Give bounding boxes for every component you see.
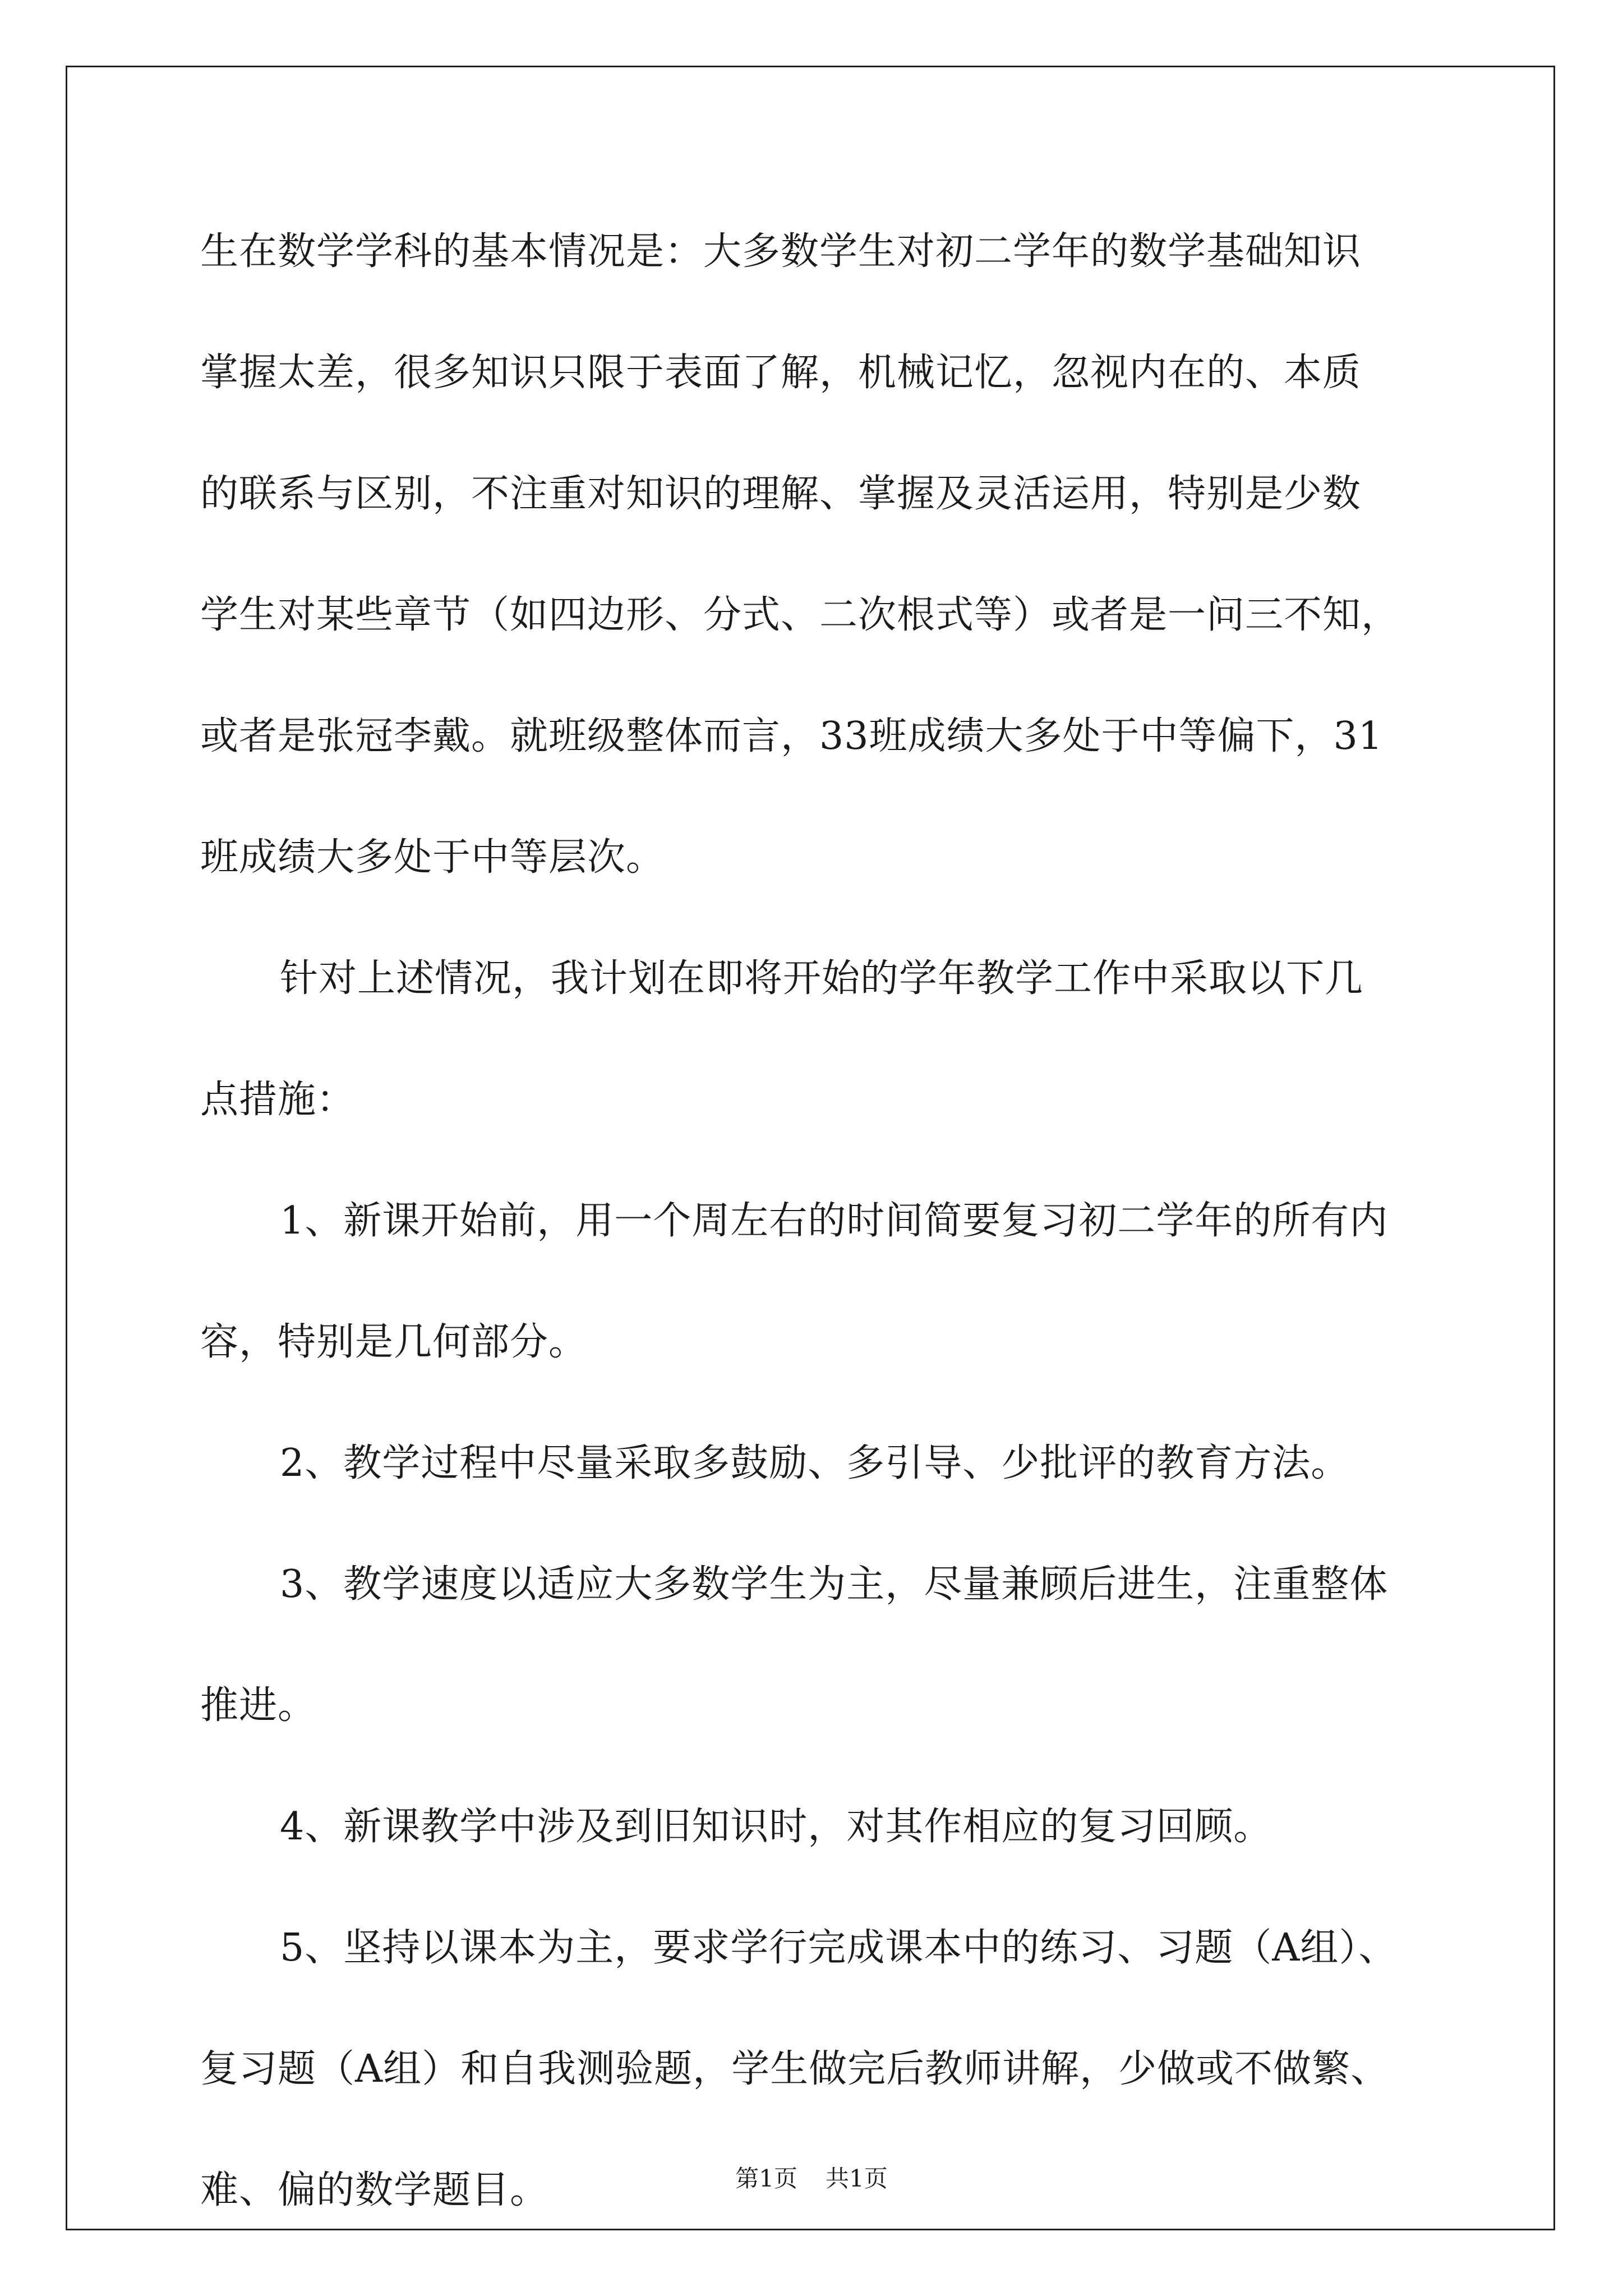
body-line: 容，特别是几何部分。 (200, 1320, 588, 1364)
body-line: 学生对某些章节（如四边形、分式、二次根式等）或者是一问三不知， (200, 593, 1400, 637)
body-line: 5、坚持以课本为主，要求学行完成课本中的练习、习题（A组）、 (280, 1926, 1398, 1970)
body-line: 难、偏的数学题目。 (200, 2168, 549, 2212)
body-line: 点措施： (200, 1078, 356, 1122)
body-line: 复习题（A组）和自我测验题，学生做完后教师讲解，少做或不做繁、 (200, 2047, 1390, 2091)
body-line: 4、新课教学中涉及到旧知识时，对其作相应的复习回顾。 (280, 1805, 1272, 1849)
body-line: 2、教学过程中尽量采取多鼓励、多引导、少批评的教育方法。 (280, 1441, 1350, 1485)
document-body (200, 210, 1434, 2270)
body-line: 掌握太差，很多知识只限于表面了解，机械记忆，忽视内在的、本质 (200, 351, 1362, 395)
body-line: 3、教学速度以适应大多数学生为主，尽量兼顾后进生，注重整体 (280, 1562, 1389, 1607)
body-line: 或者是张冠李戴。就班级整体而言，33班成绩大多处于中等偏下，31 (200, 714, 1384, 758)
page-footer (0, 2162, 1623, 2196)
body-line: 生在数学学科的基本情况是：大多数学生对初二学年的数学基础知识 (200, 229, 1362, 274)
body-line: 针对上述情况，我计划在即将开始的学年教学工作中采取以下几 (280, 956, 1364, 1001)
page-total: 共1页 (826, 2165, 888, 2192)
page-number: 第1页 (735, 2165, 797, 2192)
body-line: 的联系与区别，不注重对知识的理解、掌握及灵活运用，特别是少数 (200, 472, 1362, 516)
body-line: 1、新课开始前，用一个周左右的时间简要复习初二学年的所有内 (280, 1199, 1389, 1243)
body-line: 推进。 (200, 1683, 317, 1728)
body-line: 班成绩大多处于中等层次。 (200, 835, 665, 880)
